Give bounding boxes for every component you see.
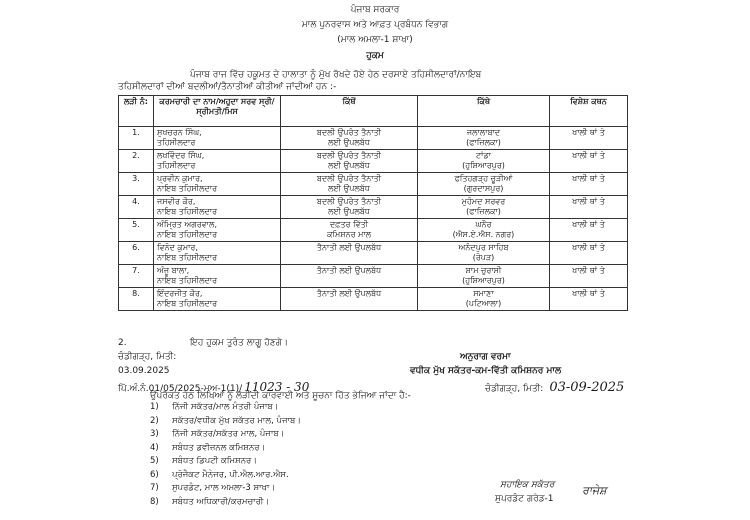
cell-serial: 2. [119,150,154,173]
from-line-2: ਲਈ ਉਪਲਬੱਧ [328,184,370,193]
list-item [150,429,301,443]
cell-employee [154,196,281,219]
cell-to [418,219,550,242]
govt-heading: ਪੰਜਾਬ ਸਰਕਾਰ [350,5,400,15]
cell-employee [154,288,281,311]
cell-serial: 8. [119,288,154,311]
cell-serial: 1. [119,127,154,150]
cell-from [281,219,418,242]
para-2-text: ਇਹ ਹੁਕਮ ਤੁਰੰਤ ਲਾਗੂ ਹੋਣਗੇ। [190,338,289,348]
cell-remarks: ਖਾਲੀ ਥਾਂ ਤੇ [550,242,628,265]
endorsement-number-text: ਪਿੱ.ਅੰ.ਨੰ.01/05/2025-ਮਅ-1(1)/ [118,384,243,394]
table-row [119,196,628,219]
order-date: 03.09.2025 [118,366,170,376]
from-line-2: ਲਈ ਉਪਲਬੱਧ [328,207,370,216]
to-line-2: (ਰੋਪੜ) [472,253,495,262]
cell-remarks: ਖਾਲੀ ਥਾਂ ਤੇ [550,150,628,173]
to-line-1: ਫਤਿਹਗੜ੍ਹ ਚੂੜੀਆਂ [454,174,513,183]
intro-line-1: ਪੰਜਾਬ ਰਾਜ ਵਿੱਚ ਹਕੂਮਤ ਦੇ ਹਾਲਾਤਾ ਨੂੰ ਮੁੱਖ ਰੱਖਦੇ ਹੋਏ ਹੇਠ ਦਰਸਾਏ ਤਹਿਸੀਲਦਾਰਾਂ/ਨਾਇਬ [190,70,482,80]
to-line-2: (ਐਸ.ਏ.ਐਸ. ਨਗਰ) [452,230,515,239]
table-header-row [119,96,628,127]
to-line-1: ਘਨੌਰ [475,220,492,229]
cell-remarks: ਖਾਲੀ ਥਾਂ ਤੇ [550,265,628,288]
employee-post: ਨਾਇਬ ਤਹਿਸੀਲਦਾਰ [157,184,218,193]
recipient-list [150,402,301,510]
recipient-number: 1) [150,402,159,412]
list-item [150,470,301,484]
cell-serial: 3. [119,173,154,196]
cell-remarks: ਖਾਲੀ ਥਾਂ ਤੇ [550,196,628,219]
cell-from [281,242,418,265]
recipient-text: ਸਬੰਧਤ ਡਿਪਟੀ ਕਮਿਸ਼ਨਰ। [172,456,258,466]
employee-name: ਪ੍ਰਵੀਨ ਕੁਮਾਰ, [157,174,203,183]
cell-from [281,127,418,150]
to-line-1: ਜਲਾਲਾਬਾਦ [466,128,501,137]
recipient-number: 4) [150,442,159,453]
table-row [119,242,628,265]
handwritten-initials: ਰਾਜੇਸ਼ [582,484,607,497]
from-line-1: ਬਦਲੀ ਉਪਰੰਤ ਤੈਨਾਤੀ [316,128,382,137]
from-line-1: ਬਦਲੀ ਉਪਰੰਤ ਤੈਨਾਤੀ [316,174,382,183]
cell-to [418,127,550,150]
transfer-table [118,95,628,311]
to-line-2: (ਫਾਜ਼ਿਲਕਾ) [466,207,501,216]
cell-employee [154,265,281,288]
recipient-number: 6) [150,469,159,480]
to-line-1: ਅਨੰਦਪੁਰ ਸਾਹਿਬ [458,243,509,252]
employee-name: ਸੁਖਚਰਨ ਸਿੰਘ, [157,128,202,137]
cell-from [281,196,418,219]
endorsement-date [485,380,624,395]
signatory-title: ਵਧੀਕ ਮੁੱਖ ਸਕੱਤਰ-ਕਮ-ਵਿੱਤੀ ਕਮਿਸ਼ਨਰ ਮਾਲ [410,366,562,376]
bottom-signatory-line-1: ਸਹਾਇਕ ਸਕੱਤਰ [500,480,555,490]
recipient-text: ਸਬੰਧਤ ਡਵੀਜ਼ਨਲ ਕਮਿਸ਼ਨਰ। [172,442,266,453]
cell-remarks: ਖਾਲੀ ਥਾਂ ਤੇ [550,173,628,196]
cell-from [281,265,418,288]
list-item [150,456,301,470]
recipient-text: ਪ੍ਰੋਜੈਕਟ ਮੈਨੇਜਰ, ਪੀ.ਐਲ.ਆਰ.ਐਸ. [172,469,289,480]
endorsement-intro: ਉਪਰੋਕਤ ਹੇਠ ਲਿਖਿਆਂ ਨੂੰ ਲੋੜੀਂਦੀ ਕਾਰਵਾਈ ਅਤੇ ਸੂਚਨਾ ਹਿੱਤ ਭੇਜਿਆ ਜਾਂਦਾ ਹੈ:- [150,391,411,401]
from-line-1: ਬਦਲੀ ਉਪਰੰਤ ਤੈਨਾਤੀ [316,197,382,206]
employee-name: ਅੰਜੂ ਬਾਲਾ, [157,266,190,275]
from-line-2: ਲਈ ਉਪਲਬੱਧ [328,138,370,147]
to-line-2: (ਗੁਰਦਾਸਪੁਰ) [463,184,504,193]
recipient-text: ਸਕੱਤਰ/ਵਧੀਕ ਮੁੱਖ ਸਕੱਤਰ ਮਾਲ, ਪੰਜਾਬ। [172,415,301,426]
table-row [119,150,628,173]
recipient-text: ਨਿੱਜੀ ਸਕੱਤਰ/ਮਾਲ ਮੰਤਰੀ ਪੰਜਾਬ। [172,402,279,412]
place-label: ਚੰਡੀਗੜ੍ਹ, ਮਿਤੀ: [118,352,177,362]
table-row [119,173,628,196]
list-item [150,483,301,497]
header-to: ਕਿੱਥੇ [418,96,550,127]
to-line-2: (ਹੁਸ਼ਿਆਰਪੁਰ) [462,276,505,285]
cell-remarks: ਖਾਲੀ ਥਾਂ ਤੇ [550,127,628,150]
employee-name: ਅੰਮ੍ਰਿਤ ਅਗਰਵਾਲ, [157,220,217,229]
cell-to [418,288,550,311]
to-line-2: (ਫਾਜ਼ਿਲਕਾ) [466,138,501,147]
from-line-1: ਤੈਨਾਤੀ ਲਈ ਉਪਲਬੱਧ [316,243,382,252]
employee-post: ਨਾਇਬ ਤਹਿਸੀਲਦਾਰ [157,207,218,216]
order-heading: ਹੁਕਮ [366,51,384,61]
header-from: ਕਿੱਥੋਂ [281,96,418,127]
signatory-name: ਅਨੁਰਾਗ ਵਰਮਾ [460,352,511,362]
table-row [119,127,628,150]
branch-heading: (ਮਾਲ ਅਮਲਾ-1 ਸ਼ਾਖਾ) [337,35,413,45]
employee-post: ਨਾਇਬ ਤਹਿਸੀਲਦਾਰ [157,299,218,308]
header-remarks: ਵਿਸ਼ੇਸ਼ ਕਥਨ [550,96,628,127]
list-item [150,416,301,430]
cell-employee [154,173,281,196]
para-2-number: 2. [118,338,127,348]
cell-to [418,265,550,288]
intro-line-2: ਤਹਿਸੀਲਦਾਰਾਂ ਦੀਆਂ ਬਦਲੀਆਂ/ਤੈਨਾਤੀਆਂ ਕੀਤੀਆਂ ਜਾਂਦੀਆਂ ਹਨ :- [118,82,337,92]
cell-to [418,196,550,219]
cell-from [281,173,418,196]
recipient-number: 5) [150,456,159,466]
department-heading: ਮਾਲ ਪੁਨਰਵਾਸ ਅਤੇ ਆਫ਼ਤ ਪ੍ਰਬੰਧਨ ਵਿਭਾਗ [301,20,449,30]
recipient-text: ਸਬੰਧਤ ਅਧਿਕਾਰੀ/ਕਰਮਚਾਰੀ। [172,496,270,507]
cell-from [281,288,418,311]
employee-post: ਨਾਇਬ ਤਹਿਸੀਲਦਾਰ [157,253,218,262]
to-line-1: ਟਾਂਡਾ [476,151,491,160]
recipient-number: 3) [150,429,159,439]
endorsement-number-handwritten: 11023 - 30 [244,380,310,394]
endorsement-place: ਚੰਡੀਗੜ੍ਹ, ਮਿਤੀ: [485,384,544,394]
cell-from [281,150,418,173]
header-employee: ਕਰਮਚਾਰੀ ਦਾ ਨਾਮ/ਅਹੁਦਾ ਸਰਵ ਸ੍ਰੀ/ਸ੍ਰੀਮਤੀ/ਮਿਸ [154,96,281,127]
cell-serial: 7. [119,265,154,288]
table-row [119,288,628,311]
employee-post: ਨਾਇਬ ਤਹਿਸੀਲਦਾਰ [157,276,218,285]
to-line-2: (ਹੁਸ਼ਿਆਰਪੁਰ) [462,161,505,170]
cell-employee [154,150,281,173]
recipient-text: ਨਿੱਜੀ ਸਕੱਤਰ/ਸਕੱਤਰ ਮਾਲ, ਪੰਜਾਬ। [172,429,285,439]
from-line-1: ਤੈਨਾਤੀ ਲਈ ਉਪਲਬੱਧ [316,289,382,298]
table-row [119,265,628,288]
cell-serial: 5. [119,219,154,242]
cell-remarks: ਖਾਲੀ ਥਾਂ ਤੇ [550,219,628,242]
recipient-number: 7) [150,483,159,493]
recipient-text: ਸੁਪਰਡੰਟ, ਮਾਲ ਅਮਲਾ-3 ਸ਼ਾਖਾ। [172,483,276,493]
employee-post: ਤਹਿਸੀਲਦਾਰ [157,138,196,147]
to-line-1: ਸਮਾਣਾ [473,289,494,298]
employee-name: ਜਸਵੀਰ ਕੌਰ, [157,197,196,206]
to-line-1: ਸ਼ਾਮ ਚੁਰਾਸੀ [465,266,502,275]
employee-name: ਲਖਵਿੰਦਰ ਸਿੰਘ, [157,151,205,160]
list-item [150,497,301,511]
cell-to [418,242,550,265]
cell-employee [154,219,281,242]
list-item [150,443,301,457]
from-line-1: ਬਦਲੀ ਉਪਰੰਤ ਤੈਨਾਤੀ [316,151,382,160]
cell-remarks: ਖਾਲੀ ਥਾਂ ਤੇ [550,288,628,311]
cell-employee [154,242,281,265]
employee-post: ਨਾਇਬ ਤਹਿਸੀਲਦਾਰ [157,230,218,239]
bottom-signatory-line-2: ਸੁਪਰਡੰਟ ਗਰੇਡ-1 [495,494,554,504]
from-line-1: ਤੈਨਾਤੀ ਲਈ ਉਪਲਬੱਧ [316,266,382,275]
cell-employee [154,127,281,150]
cell-to [418,173,550,196]
cell-to [418,150,550,173]
endorsement-date-handwritten: 03-09-2025 [549,380,625,395]
list-item [150,402,301,416]
header-serial: ਲੜੀ ਨੰ: [119,96,154,127]
from-line-2: ਲਈ ਉਪਲਬੱਧ [328,161,370,170]
recipient-number: 2) [150,415,159,426]
to-line-1: ਮੁਹੰਮਦ ਸਰਵਰ [461,197,506,206]
from-line-2: ਕਮਿਸ਼ਨਰ ਮਾਲ [326,230,372,239]
from-line-1: ਦਫ਼ਤਰ ਵਿੱਤੀ [329,220,369,229]
cell-serial: 6. [119,242,154,265]
table-row [119,219,628,242]
employee-name: ਵਿਨੋਦ ਕੁਮਾਰ, [157,243,198,252]
cell-serial: 4. [119,196,154,219]
recipient-number: 8) [150,496,159,507]
to-line-2: (ਪਟਿਆਲਾ) [465,299,502,308]
employee-name: ਇੰਦਰਜੀਤ ਕੌਰ, [157,289,203,298]
employee-post: ਤਹਿਸੀਲਦਾਰ [157,161,196,170]
